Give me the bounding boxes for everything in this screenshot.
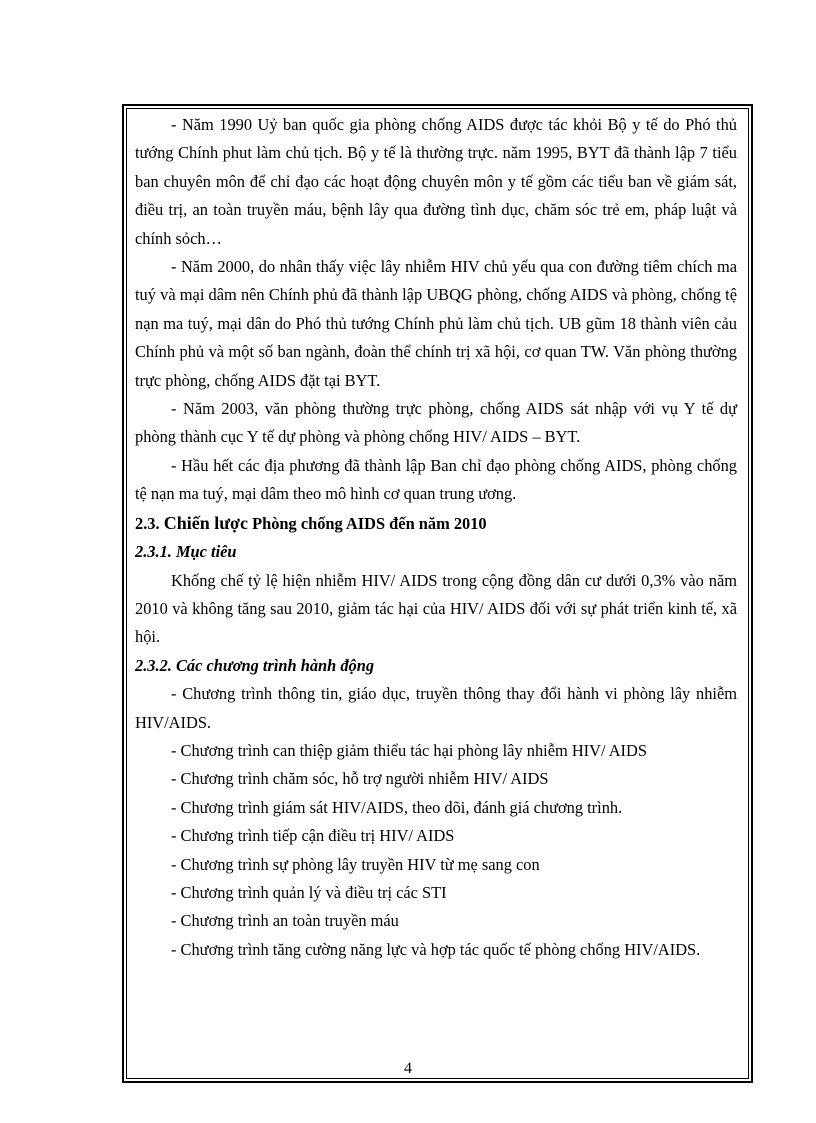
subsection-heading-goal: 2.3.1. Mục tiêu: [135, 542, 237, 562]
program-item: - Chương trình chăm sóc, hỗ trợ người nhiễm HIV/ AIDS: [171, 769, 549, 789]
subsection-heading-programs: 2.3.2. Các chương trình hành động: [135, 655, 375, 675]
program-item: - Chương trình thông tin, giáo dục, truyền thông thay đổi hành vi phòng lây nhiễm HIV/AIDS.: [135, 684, 737, 732]
program-item: - Chương trình tăng cường năng lực và hợp tác quốc tế phòng chống HIV/AIDS.: [171, 939, 701, 959]
paragraph-1990: - Năm 1990 Uỷ ban quốc gia phòng chống AIDS được tác khỏi Bộ y tế do Phó thủ tướng Chính phut làm chủ tịch. Bộ y tế là thường trực. năm 1995, BYT đã thành lập 7 tiểu ban chuyên môn để chỉ đạo các hoạt động chuyên môn y tế gồm các tiểu ban về giám sát, điều trị, an toàn truyền máu, bệnh lây qua đường tình dục, chăm sóc trẻ em, pháp luật và chính sỏch…: [135, 115, 737, 248]
section-title-big: Chiến lược: [163, 512, 248, 533]
goal-paragraph: Khống chế tỷ lệ hiện nhiễm HIV/ AIDS trong cộng đồng dân cư dưới 0,3% vào năm 2010 và không tăng sau 2010, giảm tác hại của HIV/ AIDS đối với sự phát triển kinh tế, xã hội.: [135, 570, 737, 647]
paragraph-2003: - Năm 2003, văn phòng thường trực phòng, chống AIDS sát nhập với vụ Y tế dự phòng thành cục Y tế dự phòng và phòng chống HIV/ AIDS – BYT.: [135, 399, 737, 447]
document-body: [135, 111, 737, 964]
program-item: - Chương trình giám sát HIV/AIDS, theo dõi, đánh giá chương trình.: [171, 797, 623, 817]
program-item: - Chương trình can thiệp giảm thiểu tác hại phòng lây nhiễm HIV/ AIDS: [171, 740, 647, 760]
section-title-rest: Phòng chống AIDS đến năm 2010: [252, 513, 487, 533]
paragraph-2000: - Năm 2000, do nhân thấy việc lây nhiễm HIV chủ yếu qua con đường tiêm chích ma tuý và mại dâm nên Chính phủ đã thành lập UBQG phòng, chống AIDS và phòng, chống tệ nạn ma tuý, mại dân do Phó thủ tướng Chính phủ làm chủ tịch. UB gũm 18 thành viên cảu Chính phủ và một số ban ngành, đoàn thể chính trị xã hội, cơ quan TW. Văn phòng thường trực phòng, chống AIDS đặt tại BYT.: [135, 257, 737, 390]
program-item: - Chương trình tiếp cận điều trị HIV/ AIDS: [171, 826, 455, 846]
section-number: 2.3.: [135, 513, 160, 533]
program-item: - Chương trình quản lý và điều trị các STI: [171, 882, 447, 902]
page-number: 4: [404, 1060, 412, 1077]
section-heading: [135, 509, 737, 538]
program-item: - Chương trình sự phòng lây truyền HIV từ mẹ sang con: [171, 854, 540, 874]
paragraph-local: - Hầu hết các địa phương đã thành lập Ban chỉ đạo phòng chống AIDS, phòng chống tệ nạn ma tuý, mại dâm theo mô hình cơ quan trung ương.: [135, 455, 737, 504]
program-item: - Chương trình an toàn truyền máu: [171, 911, 399, 931]
